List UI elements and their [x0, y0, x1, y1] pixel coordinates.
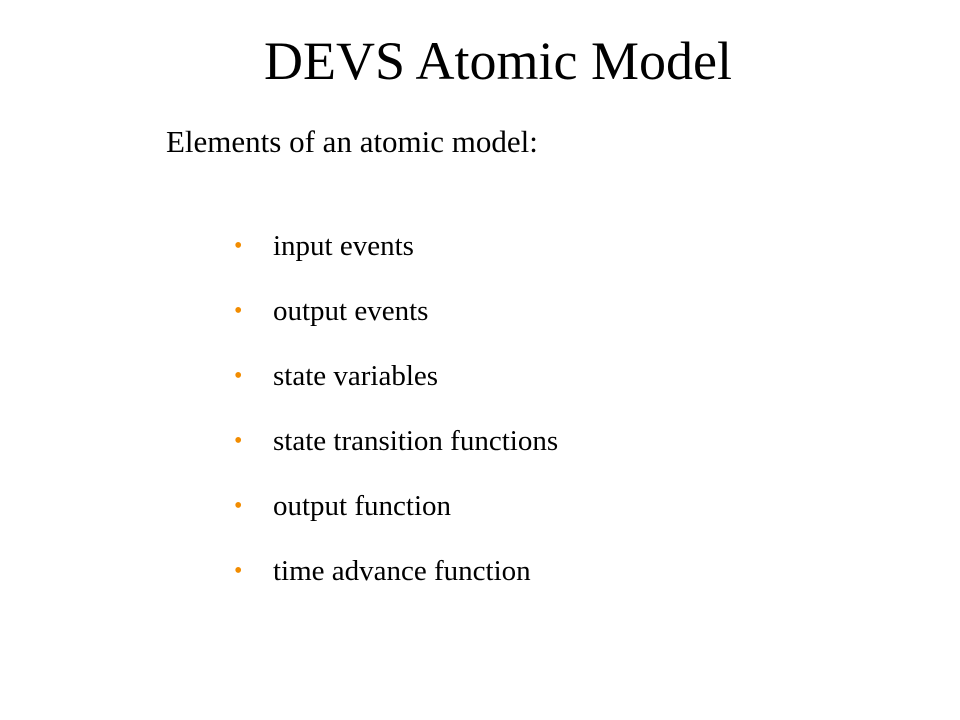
bullet-text: input events [273, 230, 414, 262]
slide-subtitle: Elements of an atomic model: [166, 124, 538, 159]
bullet-icon: • [234, 493, 243, 519]
slide-title: DEVS Atomic Model [264, 31, 732, 91]
bullet-icon: • [234, 558, 243, 584]
bullet-icon: • [234, 298, 243, 324]
bullet-icon: • [234, 428, 243, 454]
bullet-text: state transition functions [273, 425, 559, 457]
bullet-icon: • [234, 233, 243, 259]
bullet-text: time advance function [273, 555, 531, 587]
bullet-icon: • [234, 363, 243, 389]
bullet-text: output events [273, 295, 429, 327]
bullet-text: output function [273, 490, 452, 522]
bullet-text: state variables [273, 360, 439, 392]
